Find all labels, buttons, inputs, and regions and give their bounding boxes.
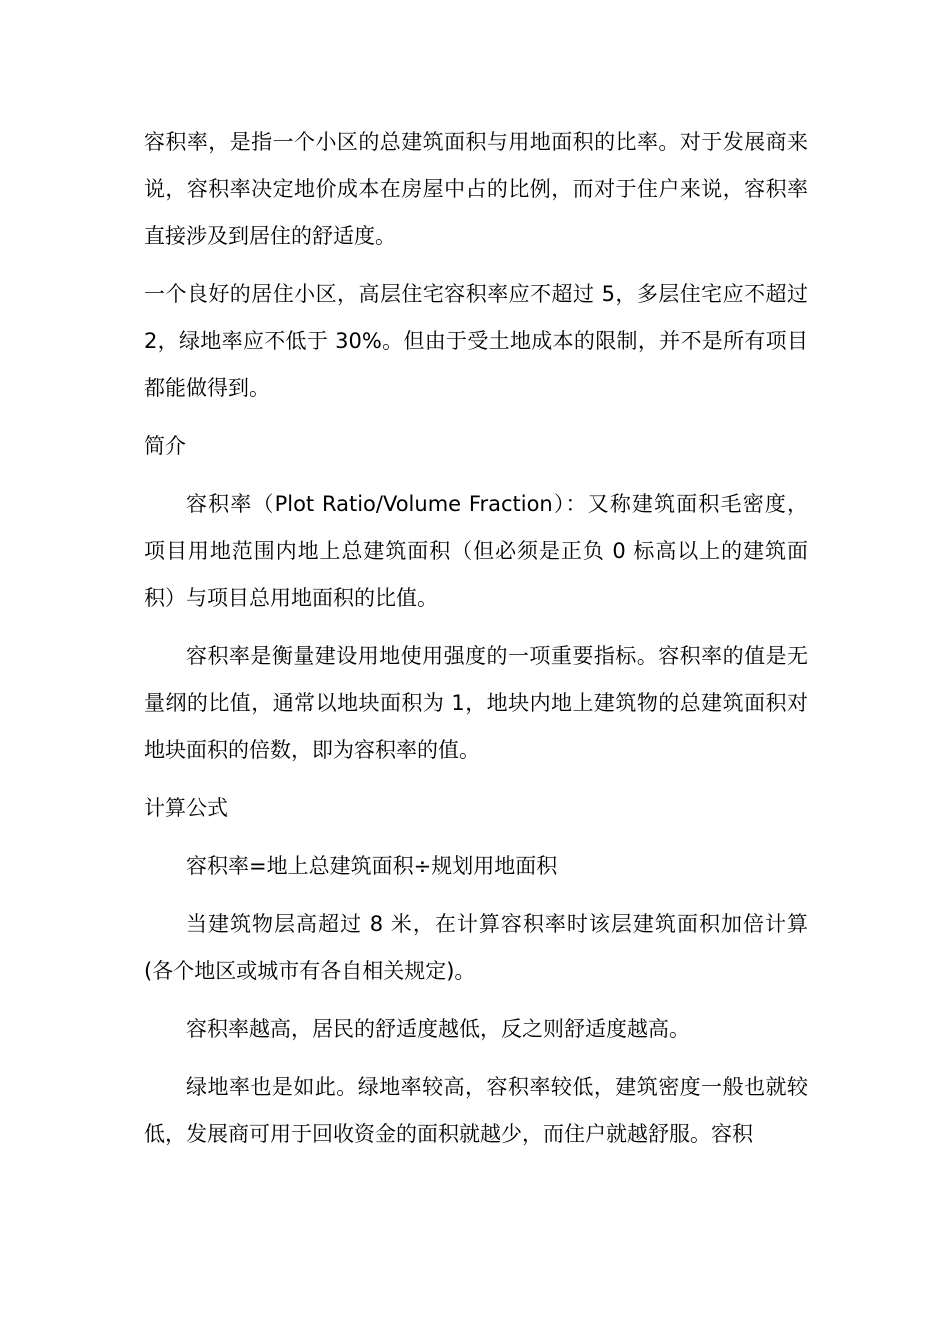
paragraph-comfort: 容积率越高，居民的舒适度越低，反之则舒适度越高。 [186,1017,690,1041]
section-heading-intro: 简介 [144,434,186,458]
paragraph-formula: 容积率=地上总建筑面积÷规划用地面积 [186,854,558,878]
paragraph-intro-definition: 容积率（Plot Ratio/Volume Fraction）：又称建筑面积毛密度，项目用地范围内地上总建筑面积（但必须是正负 0 标高以上的建筑面积）与项目总用地面积的比值。 [144,492,808,610]
paragraph-floor-height-rule: 当建筑物层高超过 8 米，在计算容积率时该层建筑面积加倍计算(各个地区或城市有各自相关规定)。 [144,912,808,983]
paragraph-green-ratio: 绿地率也是如此。绿地率较高，容积率较低，建筑密度一般也就较低，发展商可用于回收资金的面积就越少，而住户就越舒服。容积 [144,1075,808,1146]
section-heading-formula: 计算公式 [144,796,228,820]
paragraph-intro-indicator: 容积率是衡量建设用地使用强度的一项重要指标。容积率的值是无量纲的比值，通常以地块面积为 1，地块内地上建筑物的总建筑面积对地块面积的倍数，即为容积率的值。 [144,644,808,762]
document-body [144,119,808,1169]
paragraph-definition: 容积率，是指一个小区的总建筑面积与用地面积的比率。对于发展商来说，容积率决定地价成本在房屋中占的比例，而对于住户来说，容积率直接涉及到居住的舒适度。 [144,130,808,248]
paragraph-standards: 一个良好的居住小区，高层住宅容积率应不超过 5，多层住宅应不超过 2，绿地率应不低于 30%。但由于受土地成本的限制，并不是所有项目都能做得到。 [144,282,808,400]
